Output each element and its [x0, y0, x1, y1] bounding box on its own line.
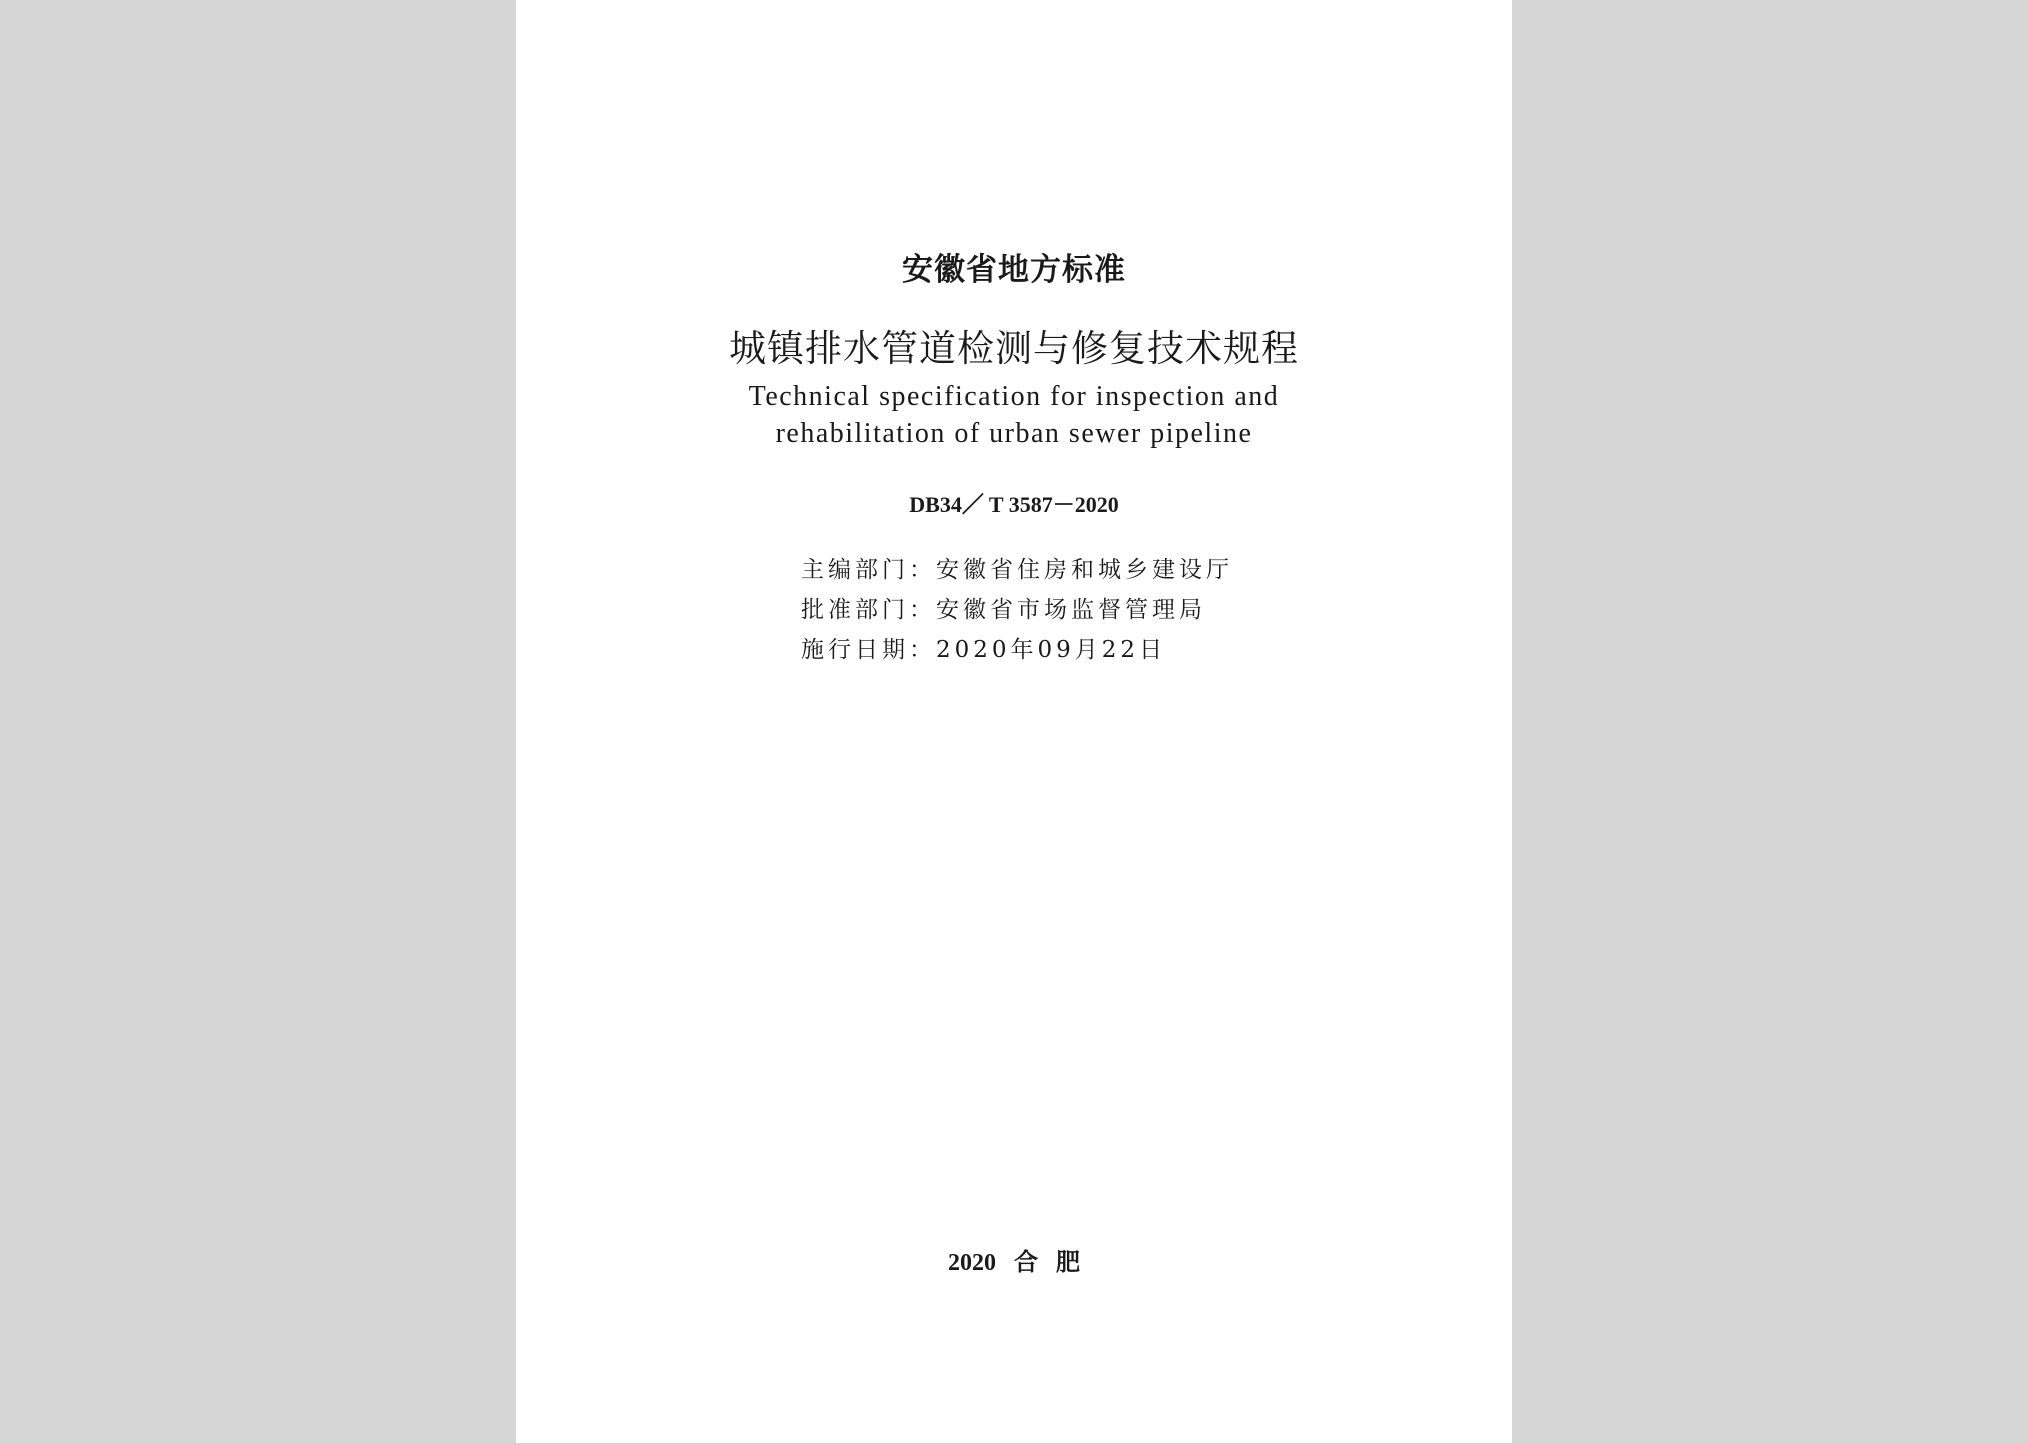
- english-title-line-2: rehabilitation of urban sewer pipeline: [775, 418, 1253, 449]
- effective-date: 施行日期：2020年09月22日: [801, 637, 1167, 663]
- standard-code: DB34／ T 3587－2020: [909, 492, 1119, 517]
- approval-department: 批准部门：安徽省市场监督管理局: [801, 597, 1206, 623]
- publication-place-year: 2020 合 肥: [948, 1250, 1080, 1276]
- issuer-heading: 安徽省地方标准: [902, 252, 1126, 288]
- document-page: [516, 0, 1512, 1443]
- chief-editor-department: 主编部门：安徽省住房和城乡建设厅: [801, 557, 1233, 583]
- english-title-line-1: Technical specification for inspection and: [748, 381, 1280, 412]
- english-title: [516, 378, 1512, 452]
- chinese-title: 城镇排水管道检测与修复技术规程: [729, 327, 1299, 370]
- info-block: [801, 550, 1301, 670]
